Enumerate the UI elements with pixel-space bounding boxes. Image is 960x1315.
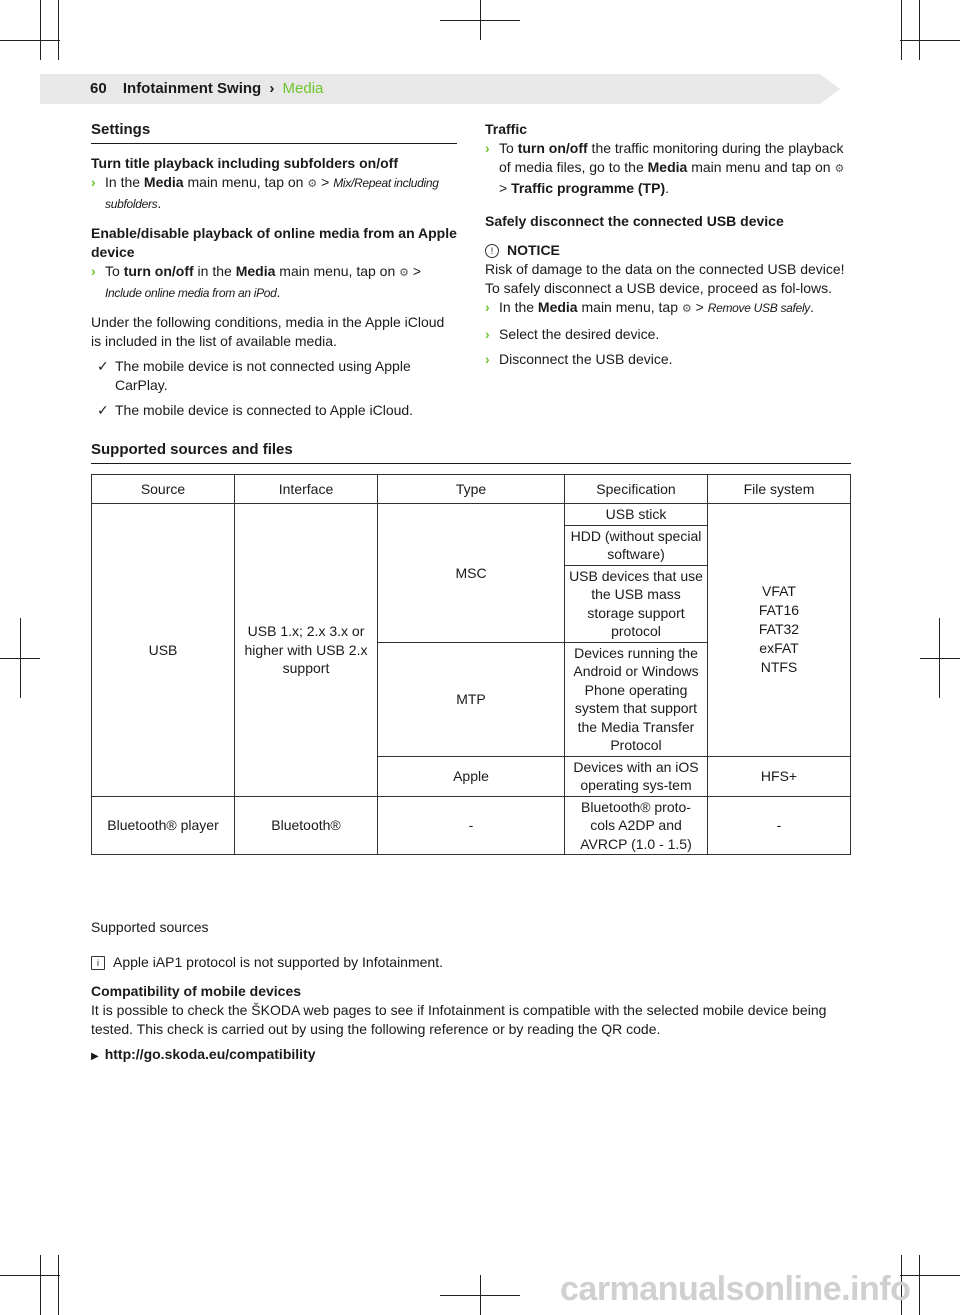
step-arrow-icon: › [485,299,490,315]
breadcrumb-chapter: Infotainment Swing [122,80,262,97]
check-item [91,401,457,420]
menu-path: Mix/Repeat including subfolders [105,176,439,211]
text: main menu, tap on [275,263,400,279]
check-icon: ✓ [97,358,109,374]
text: Disconnect the USB device. [499,351,673,367]
text: Select the desired device. [499,326,660,342]
gear-icon: ⚙ [399,267,410,279]
text: . [665,180,669,196]
col-header: Type [378,475,565,504]
step-arrow-icon: › [91,263,96,279]
text: To [105,263,124,279]
col-header: Interface [235,475,378,504]
sub1-title: Turn title playback including subfolders on/off [91,155,398,171]
cell-spec: Devices running the Android or Windows Phone operating system that support the Media Transfer Protocol [565,642,708,756]
left-column [91,120,457,420]
sources-section [91,440,851,464]
sub2-title: Enable/disable playback of online media from an Apple device [91,225,457,260]
usb-step-1 [485,298,855,319]
usb-title: Safely disconnect the connected USB device [485,213,784,229]
text-bold: Media [647,159,688,175]
text-bold: Media [537,299,578,315]
compat-link-row [91,1045,851,1066]
right-column [485,120,855,369]
cell-source-usb: USB [92,504,235,797]
gt: > [695,299,704,315]
text-bold: Media [143,174,184,190]
check-text: The mobile device is connected to Apple iCloud. [115,402,414,418]
text: main menu and tap on [687,159,835,175]
link-arrow-icon: ▶ [91,1051,99,1062]
text-bold: Media [235,263,276,279]
usb-step-3 [485,350,855,369]
gear-icon: ⚙ [834,163,845,175]
compat-title: Compatibility of mobile devices [91,983,302,999]
cell-type-bt: - [378,796,565,855]
table-header-row [92,475,851,504]
info-note [91,953,851,972]
text: . [157,195,162,211]
gear-icon: ⚙ [681,303,692,315]
bottom-section [91,918,851,1066]
usb-step-2 [485,325,855,344]
table-row [92,504,851,526]
notice-heading [485,241,855,260]
check-item [91,357,457,395]
table-caption: Supported sources [91,919,209,935]
step-arrow-icon: › [485,351,490,367]
traffic-step [485,139,855,198]
text: . [276,284,281,300]
cell-source-bt: Bluetooth® player [92,796,235,855]
fs-list: VFAT FAT16 FAT32 exFAT NTFS [758,583,800,676]
text-bold: turn on/off [517,140,588,156]
cell-spec: USB stick [565,504,708,526]
notice-label: NOTICE [507,242,560,258]
watermark: carmanualsonline.info [560,1270,911,1308]
cell-interface-bt: Bluetooth® [235,796,378,855]
text: To [499,140,518,156]
gt: > [412,263,422,279]
breadcrumb-section: Media [282,80,324,97]
text-bold: turn on/off [123,263,194,279]
sources-heading: Supported sources and files [91,440,851,464]
menu-path: Remove USB safely [707,301,811,315]
col-header: Specification [565,475,708,504]
cell-type-apple: Apple [378,756,565,796]
text: main menu, tap on [183,174,308,190]
check-text: The mobile device is not connected using Apple CarPlay. [115,358,411,393]
compat-link[interactable]: http://go.skoda.eu/compatibility [104,1046,316,1062]
col-header: File system [708,475,851,504]
cell-spec: USB devices that use the USB mass storage support protocol [565,565,708,642]
cell-filesystem: HFS+ [708,756,851,796]
sub1-step [91,173,457,214]
notice-icon: ! [485,244,499,258]
conditions-text: Under the following conditions, media in the Apple iCloud is included in the list of available media. [91,314,445,349]
page-header [90,80,323,97]
text: in the [193,263,236,279]
cell-spec: Bluetooth® proto-cols A2DP and AVRCP (1.0 - 1.5) [565,796,708,855]
step-arrow-icon: › [485,326,490,342]
settings-heading: Settings [91,120,457,144]
cell-interface-usb: USB 1.x; 2.x 3.x or higher with USB 2.x support [235,504,378,797]
sources-table [91,474,851,855]
check-icon: ✓ [97,402,109,418]
text: the traffic monitoring during the playback of media files, go to the [499,140,844,175]
gt: > [321,174,330,190]
text: main menu, tap [577,299,682,315]
cell-type-mtp: MTP [378,642,565,756]
table-row [92,796,851,855]
info-text: Apple iAP1 protocol is not supported by Infotainment. [113,954,443,970]
gear-icon: ⚙ [307,178,318,190]
sub2-step [91,262,457,303]
col-header: Source [92,475,235,504]
cell-spec: Devices with an iOS operating sys-tem [565,756,708,796]
menu-path: Traffic programme (TP) [511,180,666,196]
text: In the [105,174,144,190]
step-arrow-icon: › [91,174,96,190]
traffic-title: Traffic [485,121,528,137]
cell-filesystem [708,504,851,757]
page-number: 60 [90,80,107,97]
cell-filesystem: - [708,796,851,855]
info-icon: i [91,956,105,970]
breadcrumb-separator: › [269,80,275,97]
menu-path: Include online media from an iPod [105,286,277,300]
notice-line1: Risk of damage to the data on the connected USB device! [485,261,845,277]
cell-type-msc: MSC [378,504,565,643]
text: . [810,299,814,315]
gt: > [499,180,508,196]
notice-line2: To safely disconnect a USB device, proceed as fol-lows. [485,280,833,296]
step-arrow-icon: › [485,140,490,156]
cell-spec: HDD (without special software) [565,525,708,565]
text: In the [499,299,538,315]
compat-text: It is possible to check the ŠKODA web pages to see if Infotainment is compatible with the selected mobile device being tested. This check is carried out by using the following reference or by reading the QR code. [91,1002,827,1037]
